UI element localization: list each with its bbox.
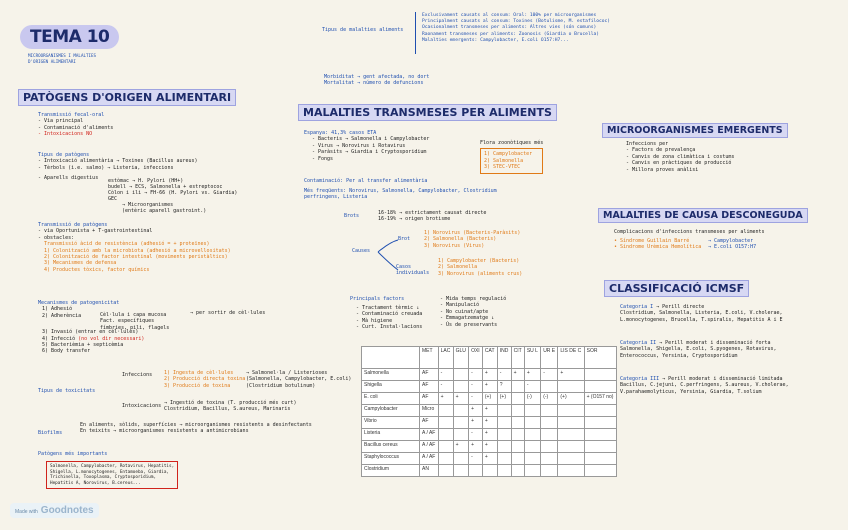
note-line: (entèric aparell gastroint.) [122, 208, 207, 214]
table-header-cell: MET [420, 347, 439, 369]
icmsf-cat-3 [620, 376, 789, 395]
table-row [362, 381, 617, 393]
note-line: (no vol dir necessari) [78, 335, 145, 342]
table-cell [511, 465, 524, 477]
note-line: 1) Ingesta de cèl·lules [164, 370, 234, 376]
note-line: → per sortir de cèl·lules [190, 310, 266, 316]
table-cell [558, 453, 584, 465]
table-cell [482, 465, 497, 477]
note-line: L.monocytogenes, Brucella, T.spiralis, Hepatitis A i E [620, 316, 783, 323]
note-line: budell → ECS, Salmonella + estreptococ [108, 184, 223, 190]
table-cell: + [524, 369, 540, 381]
note-line: 16-19% → origen brotisme [378, 216, 451, 223]
toxicitats-orange [164, 370, 245, 389]
note-line: - Bacteris → Salmonella i Campylobacter [312, 136, 430, 143]
table-cell [438, 417, 453, 429]
morbiditat-lines [324, 74, 429, 87]
section-title: Causes [352, 248, 371, 254]
note-line: → Perill directe [656, 304, 705, 310]
note-line: - Intoxicacions NO [38, 131, 93, 138]
table-cell [511, 393, 524, 405]
biochem-table [361, 346, 617, 477]
note-line: → E.coli O157:H7 [708, 244, 757, 251]
note-line: Clostridium, Salmonella, Listeria, E.coli, V.cholerae, [620, 310, 783, 317]
table-cell: E. coli [362, 393, 420, 405]
table-cell: + [438, 393, 453, 405]
table-header-cell: IND [497, 347, 511, 369]
note-line: 1) Colonització amb la microbiota (adhesió a microvellositats) [44, 247, 231, 254]
table-cell [541, 417, 558, 429]
note-line: (Salmonella, Campylobacter, E.coli) [246, 376, 352, 383]
table-cell [438, 453, 453, 465]
subtitle-line: D'ORIGEN ALIMENTARI [28, 58, 76, 64]
note-line: - Tractament tèrmic ↓ [356, 305, 420, 311]
table-cell [497, 441, 511, 453]
section-title: Patògens més importants [38, 451, 108, 457]
note-line: 4) Infecció [42, 335, 76, 342]
table-header-cell: LIS DE C [558, 347, 584, 369]
table-cell: + [482, 453, 497, 465]
table-row [362, 405, 617, 417]
table-cell: - [438, 381, 453, 393]
section-title: Brot [398, 236, 411, 242]
factors-left [356, 305, 422, 331]
table-cell [584, 465, 616, 477]
section-title: Principals factors [350, 296, 405, 302]
table-cell: Shigella [362, 381, 420, 393]
digestive-branches [108, 178, 237, 214]
note-line: Ocasionalment transmeses per aliments: Altres vies (són comuns) [422, 25, 597, 31]
table-cell: + [469, 405, 483, 417]
table-cell: - [469, 429, 483, 441]
table-cell: (-) [541, 393, 558, 405]
section-title: Tipus de patògens [38, 152, 90, 158]
table-cell [453, 453, 469, 465]
center-top-label: Tipus de malalties aliments [322, 27, 404, 33]
table-cell: - [469, 381, 483, 393]
table-cell [453, 405, 469, 417]
biochem-table-wrap [361, 346, 617, 477]
note-line: → Microorganismes [122, 202, 174, 208]
table-cell: Vibrio [362, 417, 420, 429]
table-cell [558, 381, 584, 393]
table-cell [511, 405, 524, 417]
note-line: 3) Norovirus (aliments crus) [438, 270, 523, 277]
table-cell [524, 441, 540, 453]
table-cell [584, 405, 616, 417]
brot-lines [424, 230, 520, 249]
table-cell [584, 441, 616, 453]
table-cell: A / AF [420, 453, 439, 465]
table-cell: AF [420, 369, 439, 381]
note-line: 3) Producció de toxina [164, 382, 231, 389]
table-cell: (+) [558, 393, 584, 405]
left-section-patogens [38, 451, 107, 457]
table-cell [438, 465, 453, 477]
note-line: - Emmagatzematge ↓ [440, 315, 495, 322]
table-row [362, 429, 617, 441]
note-line: fímbries, pili, flagels [100, 324, 170, 331]
table-cell [497, 405, 511, 417]
section-title: Contaminació: Per al transfer alimentària [304, 178, 428, 184]
note-line: → Perill moderat i disseminació limitada [662, 376, 783, 382]
table-cell [558, 417, 584, 429]
table-cell [558, 405, 584, 417]
table-cell: - [524, 381, 540, 393]
table-cell: + [469, 441, 483, 453]
table-cell [558, 465, 584, 477]
table-cell [541, 441, 558, 453]
table-cell [511, 417, 524, 429]
table-cell [524, 453, 540, 465]
section-title: Més freqüents: Norovirus, Salmonella, Campylobacter, Clostridium perfringens, Listeria [304, 188, 497, 201]
table-row [362, 453, 617, 465]
table-cell: Campylobacter [362, 405, 420, 417]
table-cell [453, 465, 469, 477]
note-line: 1) Norovirus (Bacteris-Paràsits) [424, 230, 521, 236]
table-cell [584, 429, 616, 441]
left-section-biofilms [38, 430, 62, 436]
table-cell [438, 429, 453, 441]
note-line: - Intoxicació alimentària → Toxines (Bacillus aureus) [38, 158, 198, 165]
note-line: - Canvis de zona climàtica i costums [626, 153, 735, 160]
right-header-icmsf: CLASSIFICACIÓ ICMSF [604, 280, 749, 297]
left-header: PATÒGENS D'ORIGEN ALIMENTARI [18, 89, 236, 106]
note-line: GEC [108, 196, 118, 202]
table-cell: (+) [482, 393, 497, 405]
note-line: Hepatitis A, Norovirus, B.cereus... [50, 480, 141, 486]
table-cell: (-) [524, 393, 540, 405]
note-line: Fact. específiques [100, 318, 155, 325]
table-cell: Bacillus cereus [362, 441, 420, 453]
table-header-row [362, 347, 617, 369]
note-line: (Clostridium botulinum) [246, 382, 316, 389]
table-header-cell: UR E [541, 347, 558, 369]
table-body [362, 369, 617, 477]
note-line: - Factors de prevalença [626, 147, 696, 154]
note-line: Trichinella, Toxoplasma, Cryptosporidium, [50, 475, 157, 481]
table-cell [497, 429, 511, 441]
table-cell [584, 453, 616, 465]
table-cell: - [541, 369, 558, 381]
mecanismes-notes [100, 312, 169, 331]
note-line: - Contaminació creuada [356, 311, 423, 318]
note-line: 6) Body transfer [42, 348, 91, 355]
note-line: Salmonella, Campylobacter, Rotavirus, Hepatitis, [50, 464, 175, 469]
note-line: - Millora proves anàlisi [626, 166, 699, 173]
table-cell [511, 429, 524, 441]
note-line: Clostridium, Bacillus, S.aureus, Marinaris [164, 406, 291, 413]
table-cell [497, 417, 511, 429]
toxicitats-more [164, 400, 296, 413]
note-line: Complicacions d'infeccions transmeses per aliments [614, 229, 765, 235]
table-cell: ? [497, 381, 511, 393]
table-cell: + (O157 no) [584, 393, 616, 405]
left-section-transmissio [38, 112, 113, 138]
table-header-cell: SU L [524, 347, 540, 369]
note-line: Bacillus, C.jejuni, C.perfringens, S.aureus, V.cholerae, [620, 382, 789, 389]
note-line: Exclusivament causats al consum: Oral: 100% per microorganismes [422, 13, 597, 18]
table-row [362, 369, 617, 381]
note-line: Cèl·lula i capa mucosa [100, 312, 167, 318]
watermark-prefix: Made with [15, 509, 38, 515]
note-line: - obstacles: [38, 234, 75, 241]
table-cell [438, 405, 453, 417]
table-cell [541, 429, 558, 441]
left-section-toxicitats [38, 388, 95, 394]
table-row [362, 417, 617, 429]
center-espanya [304, 130, 429, 162]
table-cell: Micro [420, 405, 439, 417]
note-line: 2) Adherència [42, 312, 82, 319]
emergents-lines [626, 141, 734, 173]
table-cell [541, 405, 558, 417]
table-header-cell: GLU [453, 347, 469, 369]
table-cell: + [482, 417, 497, 429]
note-line: Enterococcus, Yersinia, Cryptosporidium [620, 352, 738, 359]
table-cell: Salmonella [362, 369, 420, 381]
table-cell [541, 465, 558, 477]
table-cell [438, 441, 453, 453]
table-cell: - [497, 369, 511, 381]
table-cell: - [469, 453, 483, 465]
category-label: Categoria III [620, 376, 660, 382]
table-cell: + [482, 405, 497, 417]
note-line: - Tèrbols (i.e. salmo) → Listeria, infeccions [38, 164, 174, 171]
table-row [362, 465, 617, 477]
section-title: Tipus de toxicitats [38, 388, 96, 394]
note-line: - Ús de preservants [440, 321, 498, 328]
section-title: Brots [344, 213, 360, 219]
table-cell: Clostridium [362, 465, 420, 477]
section-title: Transmissió de patògens [38, 222, 108, 228]
note-line: Transmissió àcid de resistència (adhesió = + proteïnes) [44, 241, 210, 248]
icmsf-cat-1 [620, 304, 783, 323]
category-label: Categoria I [620, 304, 654, 310]
section-title: Transmissió fecal-oral [38, 112, 105, 118]
note-line: Principalment causats al consum: Toxines (Botulisme, M. estafilococ) [422, 19, 611, 25]
note-line: - No cuinat/apte [440, 308, 489, 315]
table-cell: A / AF [420, 429, 439, 441]
table-cell: Staphylococcus [362, 453, 420, 465]
note-line: Morbiditat → gent afectada, no dort [324, 74, 430, 80]
brots-lines [378, 210, 486, 223]
table-cell [584, 381, 616, 393]
table-cell: + [482, 369, 497, 381]
biofilms-lines [80, 422, 312, 435]
note-line: 3) Mecanismes de defensa [44, 260, 117, 267]
table-cell [453, 429, 469, 441]
note-line: • Síndrome Urèmica Hemolítica [614, 244, 702, 251]
left-section-transmissio-patogens [38, 222, 231, 273]
category-label: Categoria II [620, 340, 657, 346]
table-cell [497, 465, 511, 477]
note-line: Còlon i ili → FH-66 (H. Pylori vs. Giardia) [108, 190, 238, 196]
table-cell [453, 417, 469, 429]
note-line: 3) Invasió (entrar en cèl·lules) [42, 329, 139, 336]
subtitle-line: MICROORGANISMES I MALALTIES [28, 53, 97, 58]
table-cell: A / AF [420, 441, 439, 453]
table-header-cell: LAC [438, 347, 453, 369]
note-line: 2) Colonització de factor intestinal (moviments peristàltics) [44, 254, 228, 261]
note-line: En teixits → microorganismes resistents a antimicrobians [80, 428, 249, 435]
note-line: - Mida temps regulació [440, 296, 507, 302]
table-cell [469, 465, 483, 477]
table-cell: + [482, 429, 497, 441]
table-cell: - [438, 369, 453, 381]
note-line: Raonament transmeses per aliments: Zoonosis (Giardia o Brucella) [422, 31, 600, 37]
note-line: • Síndrome Guillain Barré [614, 238, 690, 244]
subtitle [28, 53, 96, 64]
section-title: Espanya: 41,3% casos ETA [304, 130, 377, 136]
table-row [362, 393, 617, 405]
note-line: 5) Bacterièmia + septicèmia [42, 342, 124, 349]
note-line: 16-18% → estrictament causat directe [378, 210, 487, 216]
table-cell: AF [420, 393, 439, 405]
table-cell [584, 369, 616, 381]
note-line: 3) STEC-VTEC [484, 164, 521, 171]
center-top-lines [422, 13, 610, 44]
note-line: → Ingestió de toxina (T. producció més curt) [164, 400, 297, 406]
center-header: MALALTIES TRANSMESES PER ALIMENTS [298, 104, 557, 121]
table-cell: + [453, 393, 469, 405]
right-header-desconeguda: MALALTIES DE CAUSA DESCONEGUDA [598, 208, 808, 223]
table-cell: AN [420, 465, 439, 477]
table-cell: - [469, 369, 483, 381]
table-cell [524, 465, 540, 477]
table-header-cell: CAT [482, 347, 497, 369]
note-line: 3) Norovirus (Virus) [424, 242, 485, 249]
table-cell: + [482, 441, 497, 453]
table-cell: + [558, 369, 584, 381]
table-cell [497, 453, 511, 465]
note-line: - Virus → Norovirus i Rotavirus [312, 142, 406, 149]
table-cell: + [511, 369, 524, 381]
note-line: Infeccions [122, 372, 153, 378]
table-cell [558, 441, 584, 453]
note-line: 2) Salmonella (Bacteris) [424, 236, 497, 243]
note-line: → Perill moderat i disseminació forta [659, 340, 771, 346]
section-title: Casos individuals [396, 264, 430, 277]
note-line: → Campylobacter [708, 238, 754, 244]
right-header-emergents: MICROORGANISMES EMERGENTS [602, 123, 788, 138]
note-line: Shigella, L.monocytogenes, Entamoeba, Giardia, [50, 469, 169, 475]
note-line: - Mà higiene [356, 317, 393, 324]
table-cell [524, 417, 540, 429]
desconeguda-orange [614, 238, 701, 251]
table-cell [453, 369, 469, 381]
section-title: Biofilms [38, 430, 63, 436]
table-cell [584, 417, 616, 429]
note-line: - Paràsits → Giardia i Cryptosporidium [312, 149, 427, 156]
table-cell [511, 453, 524, 465]
note-line: - Contaminació d'aliments [38, 124, 114, 131]
note-line: 2) Salmonella [484, 157, 524, 164]
note-line: 1) Campylobacter (Bacteris) [438, 258, 520, 264]
note-line: Intoxicacions [122, 403, 162, 409]
table-header-cell: SOR [584, 347, 616, 369]
table-cell [524, 429, 540, 441]
note-line: - Via principal [38, 118, 84, 125]
note-line: - via Oportunista + T-gastrointestinal [38, 228, 153, 235]
note-line: V.parahaemolyticus, Yersinia, Giardia, T.solium [620, 388, 762, 395]
note-line: - Canvis en pràctiques de producció [626, 160, 732, 167]
note-line: En aliments, sòlids, superfícies → microorganismes resistents a desinfectants [80, 422, 312, 428]
table-cell: - [469, 393, 483, 405]
table-cell [558, 429, 584, 441]
icmsf-cat-2 [620, 340, 777, 359]
table-header-cell [362, 347, 420, 369]
note-line: 1) Adhesió [42, 306, 73, 313]
factors-right [440, 296, 506, 328]
table-cell: (+) [497, 393, 511, 405]
table-cell: Listeria [362, 429, 420, 441]
table-cell [453, 381, 469, 393]
note-line: Malalties emergents: Campylobacter, E.coli O157:H7... [422, 37, 569, 43]
table-cell: + [453, 441, 469, 453]
casos-lines [438, 258, 522, 277]
note-line: - Manipulació [440, 302, 480, 309]
desconeguda-blue [708, 238, 756, 251]
table-cell: AF [420, 381, 439, 393]
table-cell [511, 381, 524, 393]
note-line: 2) Producció directa toxina [164, 376, 246, 383]
table-row [362, 441, 617, 453]
toxicitats-right [246, 370, 351, 389]
note-line: - Curt. Instal·lacions [356, 324, 423, 331]
table-cell [511, 441, 524, 453]
watermark-brand: Goodnotes [40, 505, 94, 516]
note-line: 1) Campylobacter [484, 151, 533, 158]
zoonotic-box [480, 140, 543, 174]
note-line: Infeccions per [626, 141, 669, 147]
table-cell: + [482, 381, 497, 393]
table-header-cell: OXI [469, 347, 483, 369]
section-title: Mecanismes de patogenicitat [38, 300, 120, 306]
table-cell [541, 453, 558, 465]
goodnotes-watermark [10, 503, 99, 518]
table-cell [524, 405, 540, 417]
note-line: Mortalitat → número de defuncions [324, 80, 424, 87]
mes-frequents [304, 188, 524, 201]
note-line: → Salmonel·la / Listerioses [246, 370, 328, 376]
note-line: 2) Salmonella [438, 264, 478, 271]
note-line: estòmac → H. Pylori (HH+) [108, 178, 184, 184]
table-cell [541, 381, 558, 393]
note-line: 4) Productes tòxics, factor químics [44, 266, 150, 273]
table-header-cell: CIT [511, 347, 524, 369]
pathogens-box [46, 461, 178, 489]
box-title: Flora zoonòtiques més [480, 140, 544, 146]
table-cell: + [469, 417, 483, 429]
page-title: TEMA 10 [20, 25, 119, 49]
note-line: Salmonella, Shigella, E.coli, S.pyogenes, Rotavirus, [620, 346, 777, 353]
note-line: - Aparells digestius [38, 175, 99, 182]
note-line: - Fongs [312, 155, 334, 162]
table-cell: AF [420, 417, 439, 429]
